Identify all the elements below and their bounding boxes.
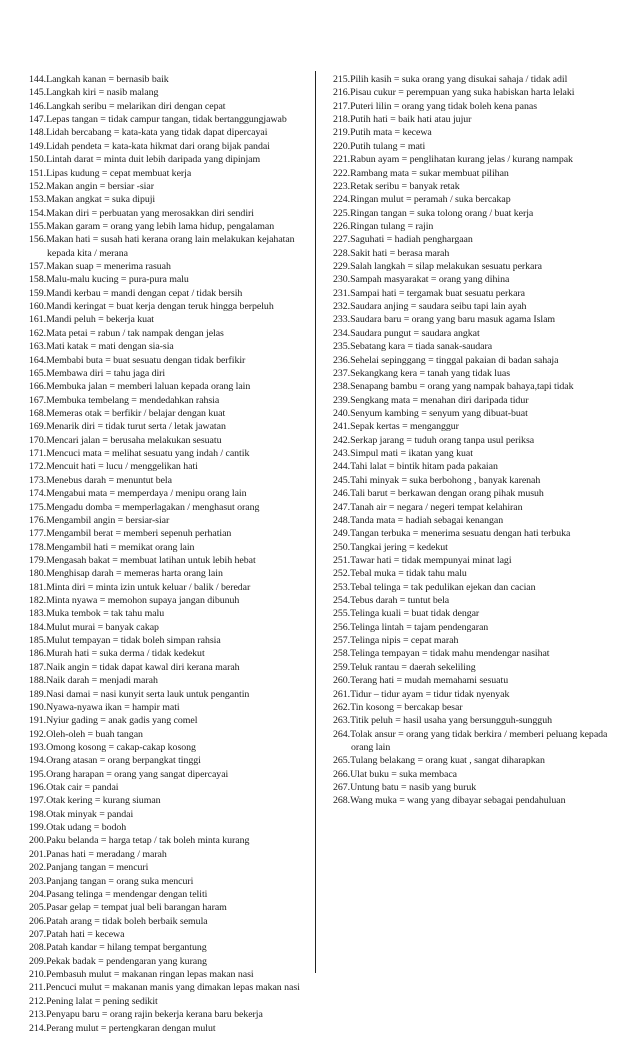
right-column bbox=[333, 73, 625, 808]
idiom-entry: 166.Membuka jalan = memberi laluan kepada orang lain bbox=[29, 381, 251, 393]
idiom-entry: 216.Pisau cukur = perempuan yang suka habiskan harta lelaki bbox=[333, 87, 575, 99]
idiom-entry: 147.Lepas tangan = tidak campur tangan, tidak bertanggungjawab bbox=[29, 114, 287, 126]
idiom-entry: 183.Muka tembok = tak tahu malu bbox=[29, 608, 165, 620]
idiom-entry: 222.Rambang mata = sukar membuat pilihan bbox=[333, 167, 509, 179]
idiom-entry: 150.Lintah darat = minta duit lebih daripada yang dipinjam bbox=[29, 154, 261, 166]
idiom-entry: 171.Mencuci mata = melihat sesuatu yang indah / cantik bbox=[29, 448, 250, 460]
idiom-entry: 177.Mengambil berat = memberi sepenuh perhatian bbox=[29, 528, 232, 540]
idiom-entry: 263.Titik peluh = hasil usaha yang bersungguh-sungguh bbox=[333, 715, 552, 727]
idiom-entry: 178.Mengambil hati = memikat orang lain bbox=[29, 541, 195, 553]
idiom-entry: 154.Makan diri = perbuatan yang merosakkan diri sendiri bbox=[29, 207, 254, 219]
idiom-entry: 213.Penyapu baru = orang rajin bekerja kerana baru bekerja bbox=[29, 1009, 263, 1021]
idiom-entry: 170.Mencari jalan = berusaha melakukan sesuatu bbox=[29, 434, 222, 446]
idiom-entry: 159.Mandi kerbau = mandi dengan cepat / tidak bersih bbox=[29, 287, 243, 299]
idiom-entry: 217.Puteri lilin = orang yang tidak boleh kena panas bbox=[333, 100, 537, 112]
idiom-entry: 251.Tawar hati = tidak mempunyai minat lagi bbox=[333, 554, 512, 566]
idiom-entry: 179.Mengasah bakat = membuat latihan untuk lebih hebat bbox=[29, 554, 256, 566]
idiom-entry: 228.Sakit hati = berasa marah bbox=[333, 247, 450, 259]
idiom-entry: 158.Malu-malu kucing = pura-pura malu bbox=[29, 274, 189, 286]
idiom-entry: 164.Membabi buta = buat sesuatu dengan tidak berfikir bbox=[29, 354, 246, 366]
idiom-entry: 234.Saudara pungut = saudara angkat bbox=[333, 327, 480, 339]
idiom-entry: 236.Sehelai sepinggang = tinggal pakaian di badan sahaja bbox=[333, 354, 559, 366]
idiom-entry: 245.Tahi minyak = suka berbohong , banyak karenah bbox=[333, 474, 541, 486]
idiom-entry: 152.Makan angin = bersiar -siar bbox=[29, 180, 154, 192]
idiom-entry: 168.Memeras otak = berfikir / belajar dengan kuat bbox=[29, 407, 226, 419]
idiom-entry: 260.Terang hati = mudah memahami sesuatu bbox=[333, 675, 509, 687]
idiom-entry: 221.Rabun ayam = penglihatan kurang jelas / kurang nampak bbox=[333, 154, 573, 166]
idiom-entry: 187.Naik angin = tidak dapat kawal diri kerana marah bbox=[29, 661, 240, 673]
idiom-entry: 248.Tanda mata = hadiah sebagai kenangan bbox=[333, 514, 504, 526]
idiom-entry: 250.Tangkai jering = kedekut bbox=[333, 541, 448, 553]
idiom-entry: 163.Mati katak = mati dengan sia-sia bbox=[29, 341, 174, 353]
idiom-entry: 243.Simpul mati = ikatan yang kuat bbox=[333, 448, 473, 460]
idiom-entry: 265.Tulang belakang = orang kuat , sangat diharapkan bbox=[333, 755, 545, 767]
idiom-entry: 262.Tin kosong = bercakap besar bbox=[333, 701, 463, 713]
idiom-entry: 267.Untung batu = nasib yang buruk bbox=[333, 782, 477, 794]
idiom-entry: 212.Pening lalat = pening sedikit bbox=[29, 995, 158, 1007]
idiom-entry: 181.Minta diri = minta izin untuk keluar / balik / beredar bbox=[29, 581, 251, 593]
idiom-entry: 172.Mencuit hati = lucu / menggelikan hati bbox=[29, 461, 198, 473]
idiom-entry: 149.Lidah pendeta = kata-kata hikmat dari orang bijak pandai bbox=[29, 140, 270, 152]
idiom-entry: 146.Langkah seribu = melarikan diri dengan cepat bbox=[29, 100, 226, 112]
idiom-entry: 266.Ulat buku = suka membaca bbox=[333, 768, 458, 780]
idiom-entry: 180.Menghisap darah = memeras harta orang lain bbox=[29, 568, 223, 580]
idiom-entry: 199.Otak udang = bodoh bbox=[29, 822, 127, 834]
idiom-entry: 237.Sekangkang kera = tanah yang tidak luas bbox=[333, 367, 511, 379]
idiom-entry: 256.Telinga lintah = tajam pendengaran bbox=[333, 621, 489, 633]
idiom-entry: 235.Sebatang kara = tiada sanak-saudara bbox=[333, 341, 493, 353]
idiom-entry: 161.Mandi peluh = bekerja kuat bbox=[29, 314, 155, 326]
idiom-entry: 240.Senyum kambing = senyum yang dibuat-buat bbox=[333, 407, 528, 419]
idiom-entry: 196.Otak cair = pandai bbox=[29, 782, 119, 794]
idiom-entry: 231.Sampai hati = tergamak buat sesuatu perkara bbox=[333, 287, 525, 299]
idiom-entry: 226.Ringan tulang = rajin bbox=[333, 220, 434, 232]
idiom-entry: 215.Pilih kasih = suka orang yang disukai sahaja / tidak adil bbox=[333, 74, 568, 85]
idiom-entry: 207.Patah hati = kecewa bbox=[29, 929, 125, 940]
idiom-entry: 209.Pekak badak = pendengaran yang kurang bbox=[29, 955, 207, 967]
idiom-entry: 162.Mata petai = rabun / tak nampak dengan jelas bbox=[29, 327, 224, 339]
idiom-entry: 253.Tebal telinga = tak pedulikan ejekan dan cacian bbox=[333, 581, 536, 593]
idiom-entry: 193.Omong kosong = cakap-cakap kosong bbox=[29, 741, 196, 753]
idiom-entry: 185.Mulut tempayan = tidak boleh simpan rahsia bbox=[29, 635, 221, 647]
idiom-entry: 184.Mulut murai = banyak cakap bbox=[29, 621, 159, 633]
idiom-entry: 224.Ringan mulut = peramah / suka bercakap bbox=[333, 194, 511, 206]
idiom-entry: 204.Pasang telinga = mendengar dengan teliti bbox=[29, 888, 208, 900]
idiom-entry: 233.Saudara baru = orang yang baru masuk agama Islam bbox=[333, 314, 556, 326]
idiom-entry: 174.Mengabui mata = memperdaya / menipu orang lain bbox=[29, 488, 247, 500]
idiom-entry: 223.Retak seribu = banyak retak bbox=[333, 180, 460, 192]
idiom-entry: 255.Telinga kuali = buat tidak dengar bbox=[333, 608, 480, 620]
idiom-entry: 175.Mengadu domba = memperlagakan / menghasut orang bbox=[29, 501, 260, 513]
idiom-entry: 238.Senapang bambu = orang yang nampak bahaya,tapi tidak bbox=[333, 381, 574, 393]
idiom-entry: 197.Otak kering = kurang siuman bbox=[29, 795, 161, 807]
idiom-entry: 247.Tanah air = negara / negeri tempat kelahiran bbox=[333, 501, 523, 513]
idiom-entry: 151.Lipas kudung = cepat membuat kerja bbox=[29, 167, 192, 179]
idiom-entry: 257.Telinga nipis = cepat marah bbox=[333, 635, 459, 647]
idiom-entry: 148.Lidah bercabang = kata-kata yang tidak dapat dipercayai bbox=[29, 127, 268, 139]
idiom-entry: 176.Mengambil angin = bersiar-siar bbox=[29, 514, 170, 526]
idiom-entry: 220.Putih tulang = mati bbox=[333, 140, 426, 152]
idiom-entry: 206.Patah arang = tidak boleh berbaik semula bbox=[29, 915, 208, 927]
idiom-entry: 203.Panjang tangan = orang suka mencuri bbox=[29, 875, 194, 887]
idiom-entry: 156.Makan hati = susah hati kerana orang lain melakukan kejahatan kepada kita / merana bbox=[29, 234, 295, 259]
idiom-entry: 144.Langkah kanan = bernasib baik bbox=[29, 74, 169, 85]
idiom-entry: 191.Nyiur gading = anak gadis yang comel bbox=[29, 715, 198, 727]
idiom-entry: 208.Patah kandar = hilang tempat bergantung bbox=[29, 942, 207, 954]
idiom-entry: 160.Mandi keringat = buat kerja dengan teruk hingga berpeluh bbox=[29, 301, 274, 313]
idiom-entry: 198.Otak minyak = pandai bbox=[29, 808, 134, 820]
idiom-entry: 202.Panjang tangan = mencuri bbox=[29, 862, 149, 874]
idiom-entry: 232.Saudara anjing = saudara seibu tapi lain ayah bbox=[333, 301, 527, 313]
idiom-entry: 188.Naik darah = menjadi marah bbox=[29, 675, 158, 687]
column-divider bbox=[315, 71, 316, 973]
idiom-entry: 225.Ringan tangan = suka tolong orang / buat kerja bbox=[333, 207, 534, 219]
idiom-entry: 254.Tebus darah = tuntut bela bbox=[333, 595, 450, 607]
idiom-entry: 210.Pembasuh mulut = makanan ringan lepas makan nasi bbox=[29, 969, 254, 981]
idiom-entry: 190.Nyawa-nyawa ikan = hampir mati bbox=[29, 701, 180, 713]
idiom-entry: 201.Panas hati = meradang / marah bbox=[29, 848, 167, 860]
idiom-entry: 189.Nasi damai = nasi kunyit serta lauk untuk pengantin bbox=[29, 688, 250, 700]
idiom-entry: 246.Tali barut = berkawan dengan orang pihak musuh bbox=[333, 488, 544, 500]
idiom-entry: 229.Salah langkah = silap melakukan sesuatu perkara bbox=[333, 261, 542, 273]
idiom-entry: 155.Makan garam = orang yang lebih lama hidup, pengalaman bbox=[29, 220, 275, 232]
idiom-entry: 252.Tebal muka = tidak tahu malu bbox=[333, 568, 467, 580]
idiom-entry: 249.Tangan terbuka = menerima sesuatu dengan hati terbuka bbox=[333, 528, 571, 540]
idiom-entry: 268.Wang muka = wang yang dibayar sebagai pendahuluan bbox=[333, 795, 566, 807]
idiom-entry: 186.Murah hati = suka derma / tidak kedekut bbox=[29, 648, 205, 660]
idiom-entry: 258.Telinga tempayan = tidak mahu mendengar nasihat bbox=[333, 648, 550, 660]
idiom-entry: 239.Sengkang mata = menahan diri daripada tidur bbox=[333, 394, 529, 406]
idiom-entry: 169.Menarik diri = tidak turut serta / letak jawatan bbox=[29, 421, 226, 433]
idiom-entry: 145.Langkah kiri = nasib malang bbox=[29, 87, 159, 99]
idiom-entry: 261.Tidur – tidur ayam = tidur tidak nyenyak bbox=[333, 688, 510, 700]
idiom-entry: 259.Teluk rantau = daerah sekeliling bbox=[333, 661, 476, 673]
idiom-entry: 205.Pasar gelap = tempat jual beli barangan haram bbox=[29, 902, 227, 914]
idiom-entry: 218.Putih hati = baik hati atau jujur bbox=[333, 114, 472, 126]
idiom-entry: 165.Membawa diri = tahu jaga diri bbox=[29, 367, 166, 379]
idiom-entry: 192.Oleh-oleh = buah tangan bbox=[29, 728, 143, 740]
idiom-entry: 200.Paku belanda = harga tetap / tak boleh minta kurang bbox=[29, 835, 250, 847]
idiom-entry: 194.Orang atasan = orang berpangkat tinggi bbox=[29, 755, 201, 767]
left-column bbox=[29, 73, 314, 1035]
idiom-entry: 244.Tahi lalat = bintik hitam pada pakaian bbox=[333, 461, 498, 473]
idiom-entry: 182.Minta nyawa = memohon supaya jangan dibunuh bbox=[29, 595, 240, 607]
idiom-entry: 195.Orang harapan = orang yang sangat dipercayai bbox=[29, 768, 229, 780]
idiom-entry: 241.Sepak kertas = menganggur bbox=[333, 421, 459, 433]
idiom-entry: 211.Pencuci mulut = makanan manis yang dimakan lepas makan nasi bbox=[29, 982, 300, 994]
idiom-entry: 157.Makan suap = menerima rasuah bbox=[29, 261, 171, 273]
idiom-entry: 167.Membuka tembelang = mendedahkan rahsia bbox=[29, 394, 220, 406]
idiom-entry: 264.Tolak ansur = orang yang tidak berkira / memberi peluang kepada orang lain bbox=[333, 728, 608, 753]
idiom-entry: 227.Saguhati = hadiah penghargaan bbox=[333, 234, 473, 246]
idiom-entry: 242.Serkap jarang = tuduh orang tanpa usul periksa bbox=[333, 434, 535, 446]
idiom-entry: 173.Menebus darah = menuntut bela bbox=[29, 474, 172, 486]
idiom-entry: 153.Makan angkat = suka dipuji bbox=[29, 194, 156, 206]
idiom-entry: 219.Putih mata = kecewa bbox=[333, 127, 432, 139]
idiom-entry: 230.Sampah masyarakat = orang yang dihina bbox=[333, 274, 510, 286]
idiom-entry: 214.Perang mulut = pertengkaran dengan mulut bbox=[29, 1022, 216, 1034]
